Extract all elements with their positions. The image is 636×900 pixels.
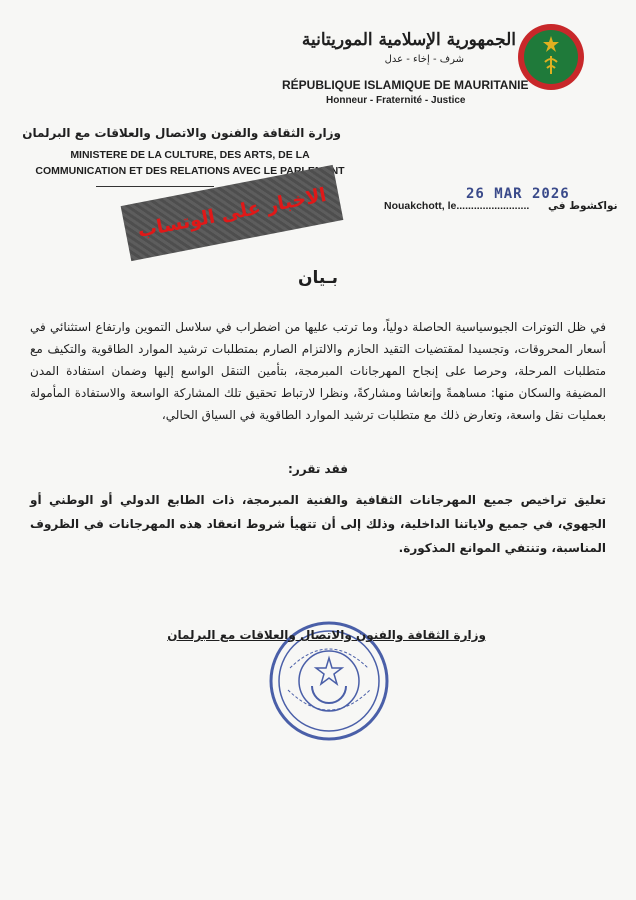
header-divider — [96, 186, 214, 187]
republic-motto-ar: شرف - إخاء - عدل — [384, 54, 464, 65]
date-place-ar: نواكشوط في — [548, 200, 618, 212]
republic-motto-fr: Honneur - Fraternité - Justice — [326, 95, 466, 106]
signature-line: وزارة الثقافة والفنون والاتصال والعلاقات مع البرلمان — [167, 628, 486, 642]
watermark-text: الاخبار على الوتساب — [135, 183, 329, 243]
decision-heading: فقد تقرر: — [288, 462, 348, 476]
watermark-banner — [121, 165, 344, 261]
date-place-fr: Nouakchott, le......................... — [384, 200, 530, 212]
republic-name-ar: الجمهورية الإسلامية الموريتانية — [301, 30, 516, 50]
paragraph-decision: تعليق تراخيص جميع المهرجانات الثقافية والفنية المبرمجة، ذات الطابع الدولي أو الوطني أو الجهوي، في جميع ولاياتنا الداخلية، وذلك إلى أن تتهيأ شروط انعقاد هذه المهرجانات في الظروف المناسبة، وتنتفي الموانع المذكورة. — [30, 493, 606, 555]
document-title: بـيان — [297, 268, 339, 288]
republic-name-fr: RÉPUBLIQUE ISLAMIQUE DE MAURITANIE — [282, 78, 529, 92]
ministry-name-ar: وزارة الثقافة والفنون والاتصال والعلاقات مع البرلمان — [22, 126, 341, 140]
date-stamp: 26 MAR 2026 — [466, 186, 570, 202]
ministry-name-fr: MINISTERE DE LA CULTURE, DES ARTS, DE LA COMMUNICATION ET DES RELATIONS AVEC LE PARLEMENT — [35, 149, 345, 177]
paragraph-preamble: في ظل التوترات الجيوسياسية الحاصلة دولياً، وما ترتب عليها من اضطراب في سلاسل التموين وارتفاع استثنائي في أسعار المحروقات، وتجسيدا لمقتضيات التقيد الحازم والالتزام الصارم بمتطلبات ترشيد الموارد الطاقوية والتكيف مع متطلبات المرحلة، وحرصا على إنجاح المهرجانات المبرمجة، بتأمين التنقل الواسع إليها وضمان استفادة المدن المضيفة والسكان منها: مساهمةً وإنعاشا ومشاركةً، ونظرا لارتباط تحقيق تلك المشاركة الواسعة والاستفادة المأمولة بعمليات نقل واسعة، وتعارض ذلك مع متطلبات ترشيد الموارد الطاقوية في السياق الحالي، — [30, 320, 606, 422]
